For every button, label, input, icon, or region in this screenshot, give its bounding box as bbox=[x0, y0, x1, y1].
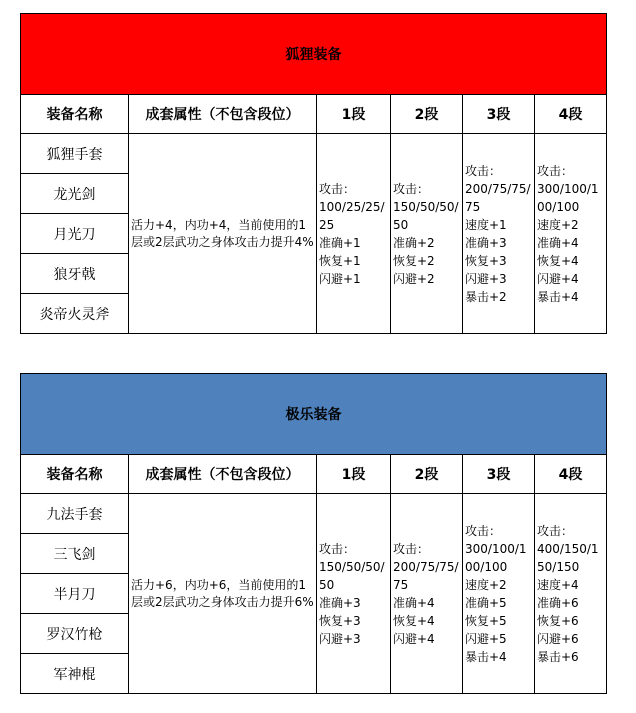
column-header: 成套属性（不包含段位） bbox=[129, 455, 317, 494]
column-header: 4段 bbox=[535, 455, 607, 494]
tier-line: 恢复+3 bbox=[465, 253, 507, 268]
gear-table bbox=[20, 373, 607, 694]
tier-line: 150/50/50/50 bbox=[393, 199, 459, 232]
tier-line: 200/75/75/75 bbox=[393, 559, 459, 592]
tier-line: 准确+5 bbox=[465, 595, 507, 610]
tier-line: 300/100/100/100 bbox=[465, 541, 527, 574]
tier-line: 速度+4 bbox=[537, 577, 579, 592]
column-header: 3段 bbox=[463, 95, 535, 134]
tier-line: 闪避+3 bbox=[319, 631, 361, 646]
column-header: 3段 bbox=[463, 455, 535, 494]
tier-line: 攻击： bbox=[319, 541, 356, 556]
tier-line: 准确+1 bbox=[319, 235, 361, 250]
table-title: 极乐装备 bbox=[21, 374, 607, 455]
column-header: 2段 bbox=[391, 95, 463, 134]
tier-line: 恢复+4 bbox=[393, 613, 435, 628]
tier-line: 速度+2 bbox=[465, 577, 507, 592]
tier-line: 攻击： bbox=[393, 541, 430, 556]
tier-line: 恢复+1 bbox=[319, 253, 361, 268]
equipment-name: 炎帝火灵斧 bbox=[21, 294, 129, 334]
tier-line: 闪避+4 bbox=[537, 271, 579, 286]
equipment-name: 罗汉竹枪 bbox=[21, 614, 129, 654]
equipment-name: 九法手套 bbox=[21, 494, 129, 534]
tier-line: 150/50/50/50 bbox=[319, 559, 385, 592]
tier-cell bbox=[535, 134, 607, 334]
tier-line: 暴击+4 bbox=[465, 649, 507, 664]
tier-line: 恢复+2 bbox=[393, 253, 435, 268]
table-row bbox=[21, 494, 607, 534]
tier-line: 准确+4 bbox=[393, 595, 435, 610]
equipment-name: 月光刀 bbox=[21, 214, 129, 254]
tier-line: 攻击： bbox=[537, 163, 574, 178]
tier-line: 暴击+2 bbox=[465, 289, 507, 304]
column-header: 1段 bbox=[317, 455, 391, 494]
tier-line: 攻击： bbox=[465, 523, 502, 538]
tier-line: 闪避+6 bbox=[537, 631, 579, 646]
tier-line: 准确+2 bbox=[393, 235, 435, 250]
table-title: 狐狸装备 bbox=[21, 14, 607, 95]
tier-line: 400/150/150/150 bbox=[537, 541, 599, 574]
tier-line: 闪避+2 bbox=[393, 271, 435, 286]
header-row bbox=[21, 455, 607, 494]
tier-line: 闪避+4 bbox=[393, 631, 435, 646]
equipment-name: 军神棍 bbox=[21, 654, 129, 694]
equipment-name: 狐狸手套 bbox=[21, 134, 129, 174]
tier-line: 200/75/75/75 bbox=[465, 181, 531, 214]
tier-line: 闪避+3 bbox=[465, 271, 507, 286]
tier-line: 攻击： bbox=[465, 163, 502, 178]
tier-line: 恢复+3 bbox=[319, 613, 361, 628]
gear-table bbox=[20, 13, 607, 334]
tier-line: 准确+6 bbox=[537, 595, 579, 610]
tier-line: 暴击+6 bbox=[537, 649, 579, 664]
column-header: 装备名称 bbox=[21, 95, 129, 134]
tier-line: 恢复+5 bbox=[465, 613, 507, 628]
tier-line: 闪避+1 bbox=[319, 271, 361, 286]
column-header: 1段 bbox=[317, 95, 391, 134]
tier-line: 速度+2 bbox=[537, 217, 579, 232]
tier-line: 准确+4 bbox=[537, 235, 579, 250]
set-bonus: 活力+6，内功+6，当前使用的1层或2层武功之身体攻击力提升6% bbox=[129, 494, 317, 694]
tier-line: 攻击： bbox=[537, 523, 574, 538]
table-row bbox=[21, 134, 607, 174]
tier-line: 准确+3 bbox=[319, 595, 361, 610]
tier-line: 攻击： bbox=[393, 181, 430, 196]
tier-line: 恢复+4 bbox=[537, 253, 579, 268]
equipment-name: 三飞剑 bbox=[21, 534, 129, 574]
equipment-name: 半月刀 bbox=[21, 574, 129, 614]
column-header: 4段 bbox=[535, 95, 607, 134]
tier-cell bbox=[463, 494, 535, 694]
tier-line: 准确+3 bbox=[465, 235, 507, 250]
tier-line: 速度+1 bbox=[465, 217, 507, 232]
tier-cell bbox=[463, 134, 535, 334]
tier-line: 闪避+5 bbox=[465, 631, 507, 646]
tier-cell bbox=[391, 134, 463, 334]
column-header: 2段 bbox=[391, 455, 463, 494]
tier-cell bbox=[535, 494, 607, 694]
column-header: 装备名称 bbox=[21, 455, 129, 494]
tier-cell bbox=[391, 494, 463, 694]
set-bonus: 活力+4，内功+4，当前使用的1层或2层武功之身体攻击力提升4% bbox=[129, 134, 317, 334]
equipment-name: 狼牙戟 bbox=[21, 254, 129, 294]
header-row bbox=[21, 95, 607, 134]
tier-cell bbox=[317, 134, 391, 334]
tier-line: 300/100/100/100 bbox=[537, 181, 599, 214]
tier-line: 恢复+6 bbox=[537, 613, 579, 628]
column-header: 成套属性（不包含段位） bbox=[129, 95, 317, 134]
equipment-name: 龙光剑 bbox=[21, 174, 129, 214]
tier-line: 暴击+4 bbox=[537, 289, 579, 304]
tier-line: 100/25/25/25 bbox=[319, 199, 385, 232]
tier-cell bbox=[317, 494, 391, 694]
tier-line: 攻击： bbox=[319, 181, 356, 196]
